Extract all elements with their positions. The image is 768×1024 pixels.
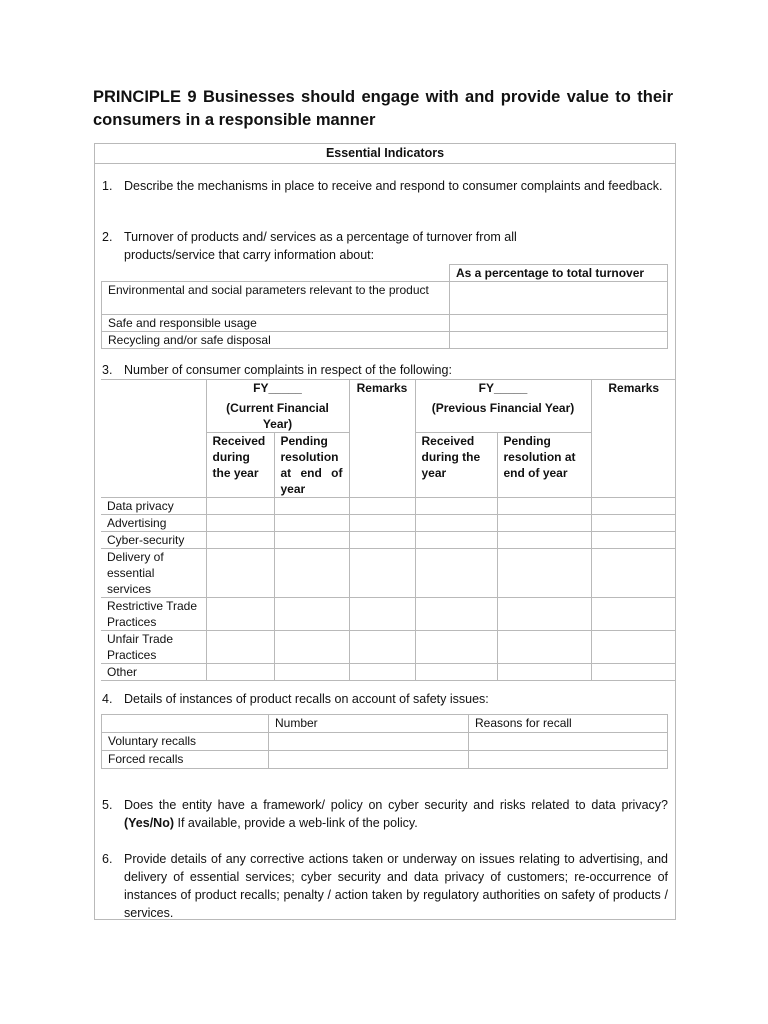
value-cell[interactable] bbox=[206, 549, 274, 598]
row-label: Recycling and/or safe disposal bbox=[102, 332, 450, 349]
current-fy-label: (Current Financial Year) bbox=[226, 401, 329, 431]
column-header: Reasons for recall bbox=[469, 715, 668, 733]
question-5 bbox=[102, 796, 668, 832]
complaints-table bbox=[101, 379, 676, 681]
row-label: Unfair Trade Practices bbox=[101, 631, 206, 664]
value-cell[interactable] bbox=[469, 733, 668, 751]
value-cell[interactable] bbox=[415, 532, 497, 549]
value-cell[interactable] bbox=[591, 498, 676, 515]
empty-cell bbox=[102, 265, 450, 282]
question-text: Provide details of any corrective actions taken or underway on issues relating to advertising, and delivery of essential services; cyber security and data privacy of customers; re-occurrence of instances of product recalls; penalty / action taken by regulatory authorities on safety of products / services. bbox=[124, 852, 668, 920]
value-cell[interactable] bbox=[497, 532, 591, 549]
value-cell[interactable] bbox=[206, 532, 274, 549]
question-text: Turnover of products and/ services as a percentage of turnover from all products/service that carry information about: bbox=[124, 230, 517, 262]
question-6 bbox=[102, 850, 668, 922]
table-row bbox=[101, 532, 676, 549]
turnover-table bbox=[101, 264, 668, 349]
question-text: Describe the mechanisms in place to receive and respond to consumer complaints and feedback. bbox=[124, 179, 663, 193]
row-label: Safe and responsible usage bbox=[102, 315, 450, 332]
value-cell[interactable] bbox=[497, 631, 591, 664]
row-label: Data privacy bbox=[101, 498, 206, 515]
value-cell[interactable] bbox=[415, 549, 497, 598]
value-cell[interactable] bbox=[206, 515, 274, 532]
value-cell[interactable] bbox=[415, 515, 497, 532]
value-cell[interactable] bbox=[349, 664, 415, 681]
table-header-row bbox=[102, 265, 668, 282]
value-cell[interactable] bbox=[450, 315, 668, 332]
recalls-table bbox=[101, 714, 668, 769]
value-cell[interactable] bbox=[349, 598, 415, 631]
value-cell[interactable] bbox=[274, 515, 349, 532]
current-fy-header bbox=[206, 380, 349, 433]
fy-label: FY_____ bbox=[253, 381, 302, 395]
table-row bbox=[102, 282, 668, 315]
question-number: 3. bbox=[102, 363, 113, 377]
value-cell[interactable] bbox=[349, 515, 415, 532]
table-row bbox=[101, 598, 676, 631]
question-text: Number of consumer complaints in respect of the following: bbox=[124, 363, 452, 377]
section-header: Essential Indicators bbox=[95, 144, 675, 164]
previous-fy-label: (Previous Financial Year) bbox=[431, 401, 575, 415]
table-header-row bbox=[101, 380, 676, 433]
table-header-row bbox=[102, 715, 668, 733]
row-label: Other bbox=[101, 664, 206, 681]
essential-indicators-box bbox=[94, 143, 676, 920]
value-cell[interactable] bbox=[497, 664, 591, 681]
column-header: As a percentage to total turnover bbox=[450, 265, 668, 282]
value-cell[interactable] bbox=[274, 598, 349, 631]
value-cell[interactable] bbox=[274, 532, 349, 549]
value-cell[interactable] bbox=[497, 598, 591, 631]
table-row bbox=[101, 515, 676, 532]
row-label: Delivery of essential services bbox=[101, 549, 206, 598]
value-cell[interactable] bbox=[274, 549, 349, 598]
remarks-header: Remarks bbox=[591, 380, 676, 498]
empty-cell bbox=[101, 380, 206, 498]
value-cell[interactable] bbox=[349, 532, 415, 549]
value-cell[interactable] bbox=[591, 664, 676, 681]
pending-header: Pending resolution at end of year bbox=[274, 433, 349, 498]
value-cell[interactable] bbox=[206, 664, 274, 681]
value-cell[interactable] bbox=[269, 751, 469, 769]
empty-cell bbox=[102, 715, 269, 733]
question-number: 4. bbox=[102, 692, 113, 706]
value-cell[interactable] bbox=[497, 515, 591, 532]
value-cell[interactable] bbox=[269, 733, 469, 751]
value-cell[interactable] bbox=[274, 664, 349, 681]
fy-label: FY_____ bbox=[478, 381, 528, 395]
value-cell[interactable] bbox=[450, 332, 668, 349]
yes-no-label: (Yes/No) bbox=[124, 816, 175, 830]
previous-fy-header bbox=[415, 380, 591, 433]
question-text: If available, provide a web-link of the policy. bbox=[177, 816, 418, 830]
table-row bbox=[102, 332, 668, 349]
question-number: 6. bbox=[102, 852, 113, 866]
value-cell[interactable] bbox=[450, 282, 668, 315]
row-label: Cyber-security bbox=[101, 532, 206, 549]
value-cell[interactable] bbox=[591, 515, 676, 532]
value-cell[interactable] bbox=[591, 631, 676, 664]
row-label: Forced recalls bbox=[102, 751, 269, 769]
value-cell[interactable] bbox=[206, 631, 274, 664]
value-cell[interactable] bbox=[415, 598, 497, 631]
value-cell[interactable] bbox=[415, 631, 497, 664]
table-row bbox=[101, 664, 676, 681]
question-4 bbox=[102, 690, 668, 708]
row-label: Advertising bbox=[101, 515, 206, 532]
table-row bbox=[102, 315, 668, 332]
question-1 bbox=[102, 177, 668, 195]
table-row bbox=[101, 549, 676, 598]
value-cell[interactable] bbox=[469, 751, 668, 769]
value-cell[interactable] bbox=[497, 549, 591, 598]
table-row bbox=[101, 498, 676, 515]
value-cell[interactable] bbox=[274, 631, 349, 664]
question-2 bbox=[102, 228, 594, 264]
row-label: Environmental and social parameters relevant to the product bbox=[102, 282, 450, 315]
question-3 bbox=[102, 361, 668, 379]
value-cell[interactable] bbox=[349, 549, 415, 598]
question-number: 1. bbox=[102, 179, 113, 193]
value-cell[interactable] bbox=[349, 498, 415, 515]
value-cell[interactable] bbox=[415, 664, 497, 681]
table-row bbox=[101, 631, 676, 664]
received-header: Received during the year bbox=[206, 433, 274, 498]
value-cell[interactable] bbox=[415, 498, 497, 515]
question-text: Does the entity have a framework/ policy on cyber security and risks related to data privacy? bbox=[124, 798, 668, 812]
value-cell[interactable] bbox=[591, 549, 676, 598]
table-row bbox=[102, 733, 668, 751]
value-cell[interactable] bbox=[591, 598, 676, 631]
question-text: Details of instances of product recalls on account of safety issues: bbox=[124, 692, 489, 706]
pending-header: Pending resolution at end of year bbox=[497, 433, 591, 498]
column-header: Number bbox=[269, 715, 469, 733]
row-label: Restrictive Trade Practices bbox=[101, 598, 206, 631]
value-cell[interactable] bbox=[274, 498, 349, 515]
received-header: Received during the year bbox=[415, 433, 497, 498]
value-cell[interactable] bbox=[206, 498, 274, 515]
value-cell[interactable] bbox=[349, 631, 415, 664]
question-number: 2. bbox=[102, 230, 113, 244]
value-cell[interactable] bbox=[591, 532, 676, 549]
remarks-header: Remarks bbox=[349, 380, 415, 498]
question-number: 5. bbox=[102, 798, 113, 812]
value-cell[interactable] bbox=[497, 498, 591, 515]
value-cell[interactable] bbox=[206, 598, 274, 631]
page-title: PRINCIPLE 9 Businesses should engage with and provide value to their consumers in a responsible manner bbox=[93, 88, 673, 129]
row-label: Voluntary recalls bbox=[102, 733, 269, 751]
table-row bbox=[102, 751, 668, 769]
